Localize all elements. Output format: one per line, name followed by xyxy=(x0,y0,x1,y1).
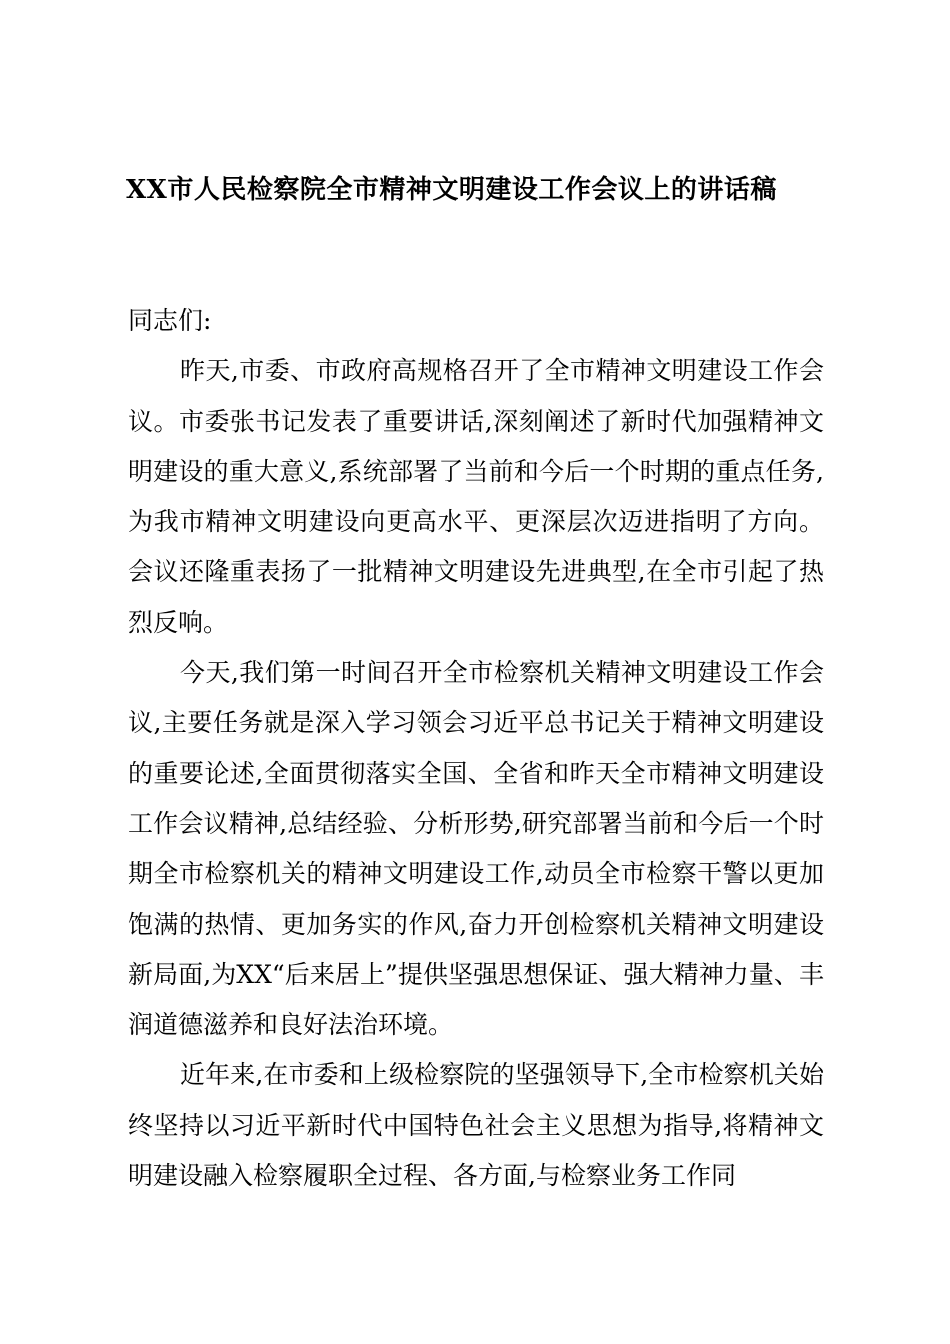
paragraph-3: 近年来,在市委和上级检察院的坚强领导下,全市检察机关始终坚持以习近平新时代中国特色社会主义思想为指导,将精神文明建设融入检察履职全过程、各方面,与检察业务工作同 xyxy=(128,1060,824,1191)
document-title: XX市人民检察院全市精神文明建设工作会议上的讲话稿 xyxy=(126,175,777,205)
salutation: 同志们: xyxy=(128,306,212,335)
paragraph-1: 昨天,市委、市政府高规格召开了全市精神文明建设工作会议。市委张书记发表了重要讲话,深刻阐述了新时代加强精神文明建设的重大意义,系统部署了当前和今后一个时期的重点任务,为我市精神文明建设向更高水平、更深层次迈进指明了方向。会议还隆重表扬了一批精神文明建设先进典型,在全市引起了热烈反响。 xyxy=(128,356,824,637)
paragraph-2: 今天,我们第一时间召开全市检察机关精神文明建设工作会议,主要任务就是深入学习领会习近平总书记关于精神文明建设的重要论述,全面贯彻落实全国、全省和昨天全市精神文明建设工作会议精神,总结经验、分析形势,研究部署当前和今后一个时期全市检察机关的精神文明建设工作,动员全市检察干警以更加饱满的热情、更加务实的作风,奋力开创检察机关精神文明建设新局面,为XX“后来居上”提供坚强思想保证、强大精神力量、丰润道德滋养和良好法治环境。 xyxy=(128,658,824,1040)
document-body xyxy=(128,296,824,1201)
